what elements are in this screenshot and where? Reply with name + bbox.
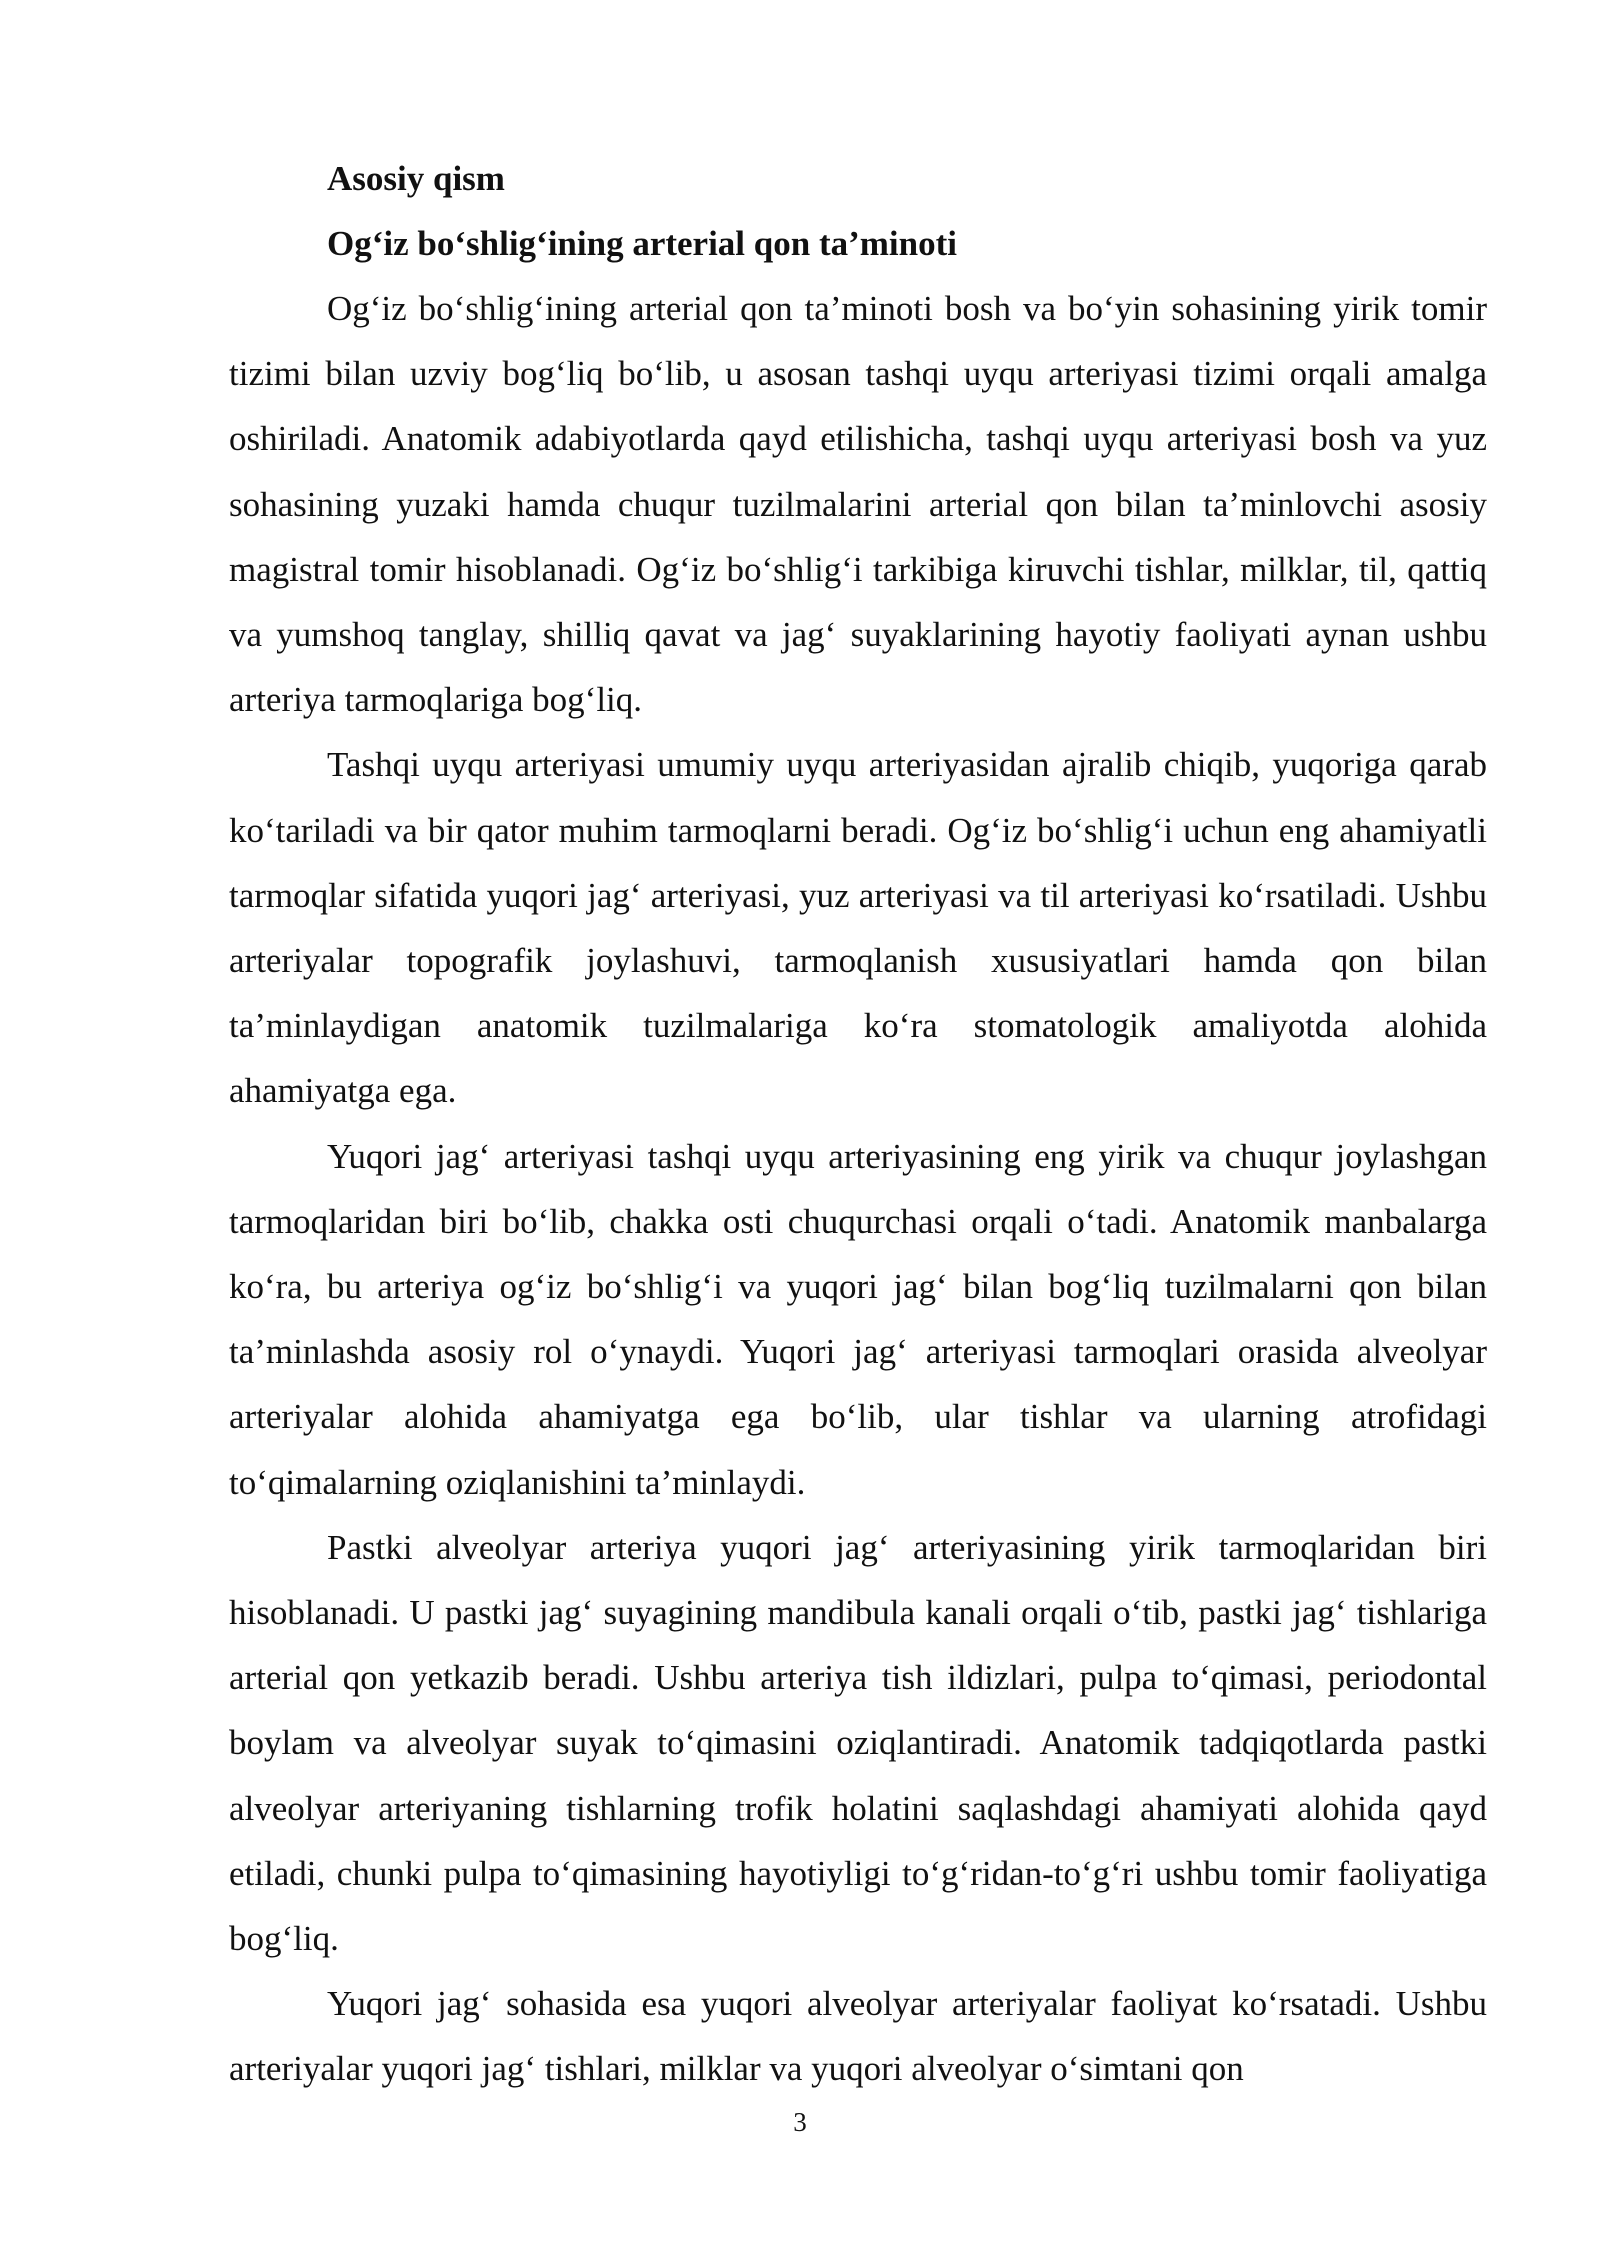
paragraph: Yuqori jag‘ arteriyasi tashqi uyqu arteriyasining eng yirik va chuqur joylashgan tarmoqlaridan biri bo‘lib, chakka osti chuqurchasi orqali o‘tadi. Anatomik manbalarga ko‘ra, bu arteriya og‘iz bo‘shlig‘i va yuqori jag‘ bilan bog‘liq tuzilmalarni qon bilan ta’minlashda asosiy rol o‘ynaydi. Yuqori jag‘ arteriyasi tarmoqlari orasida alveolyar arteriyalar alohida ahamiyatga ega bo‘lib, ular tishlar va ularning atrofidagi to‘qimalarning oziqlanishini ta’minlaydi. bbox=[229, 1136, 1487, 1502]
paragraph: Pastki alveolyar arteriya yuqori jag‘ arteriyasining yirik tarmoqlaridan biri hisoblanadi. U pastki jag‘ suyagining mandibula kanali orqali o‘tib, pastki jag‘ tishlariga arterial qon yetkazib beradi. Ushbu arteriya tish ildizlari, pulpa to‘qimasi, periodontal boylam va alveolyar suyak to‘qimasini oziqlantiradi. Anatomik tadqiqotlarda pastki alveolyar arteriyaning tishlarning trofik holatini saqlashdagi ahamiyati alohida qayd etiladi, chunki pulpa to‘qimasining hayotiyligi to‘g‘ridan-to‘g‘ri ushbu tomir faoliyatiga bog‘liq. bbox=[229, 1527, 1487, 1959]
paragraph: Og‘iz bo‘shlig‘ining arterial qon ta’minoti bosh va bo‘yin sohasining yirik tomir tizimi bilan uzviy bog‘liq bo‘lib, u asosan tashqi uyqu arteriyasi tizimi orqali amalga oshiriladi. Anatomik adabiyotlarda qayd etilishicha, tashqi uyqu arteriyasi bosh va yuz sohasining yuzaki hamda chuqur tuzilmalarini arterial qon bilan ta’minlovchi asosiy magistral tomir hisoblanadi. Og‘iz bo‘shlig‘i tarkibiga kiruvchi tishlar, milklar, til, qattiq va yumshoq tanglay, shilliq qavat va jag‘ suyaklarining hayotiy faoliyati aynan ushbu arteriya tarmoqlariga bog‘liq. bbox=[229, 289, 1487, 720]
page-number: 3 bbox=[793, 2107, 807, 2137]
section-title: Asosiy qism bbox=[327, 159, 505, 198]
document-body bbox=[229, 146, 1487, 2102]
paragraph: Yuqori jag‘ sohasida esa yuqori alveolyar arteriyalar faoliyat ko‘rsatadi. Ushbu arteriyalar yuqori jag‘ tishlari, milklar va yuqori alveolyar o‘simtani qon bbox=[229, 1984, 1487, 2089]
paragraph: Tashqi uyqu arteriyasi umumiy uyqu arteriyasidan ajralib chiqib, yuqoriga qarab ko‘tariladi va bir qator muhim tarmoqlarni beradi. Og‘iz bo‘shlig‘i uchun eng ahamiyatli tarmoqlar sifatida yuqori jag‘ arteriyasi, yuz arteriyasi va til arteriyasi ko‘rsatiladi. Ushbu arteriyalar topografik joylashuvi, tarmoqlanish xususiyatlari hamda qon bilan ta’minlaydigan anatomik tuzilmalariga ko‘ra stomatologik amaliyotda alohida ahamiyatga ega. bbox=[229, 745, 1487, 1111]
subsection-title: Og‘iz bo‘shlig‘ining arterial qon ta’minoti bbox=[327, 224, 957, 263]
